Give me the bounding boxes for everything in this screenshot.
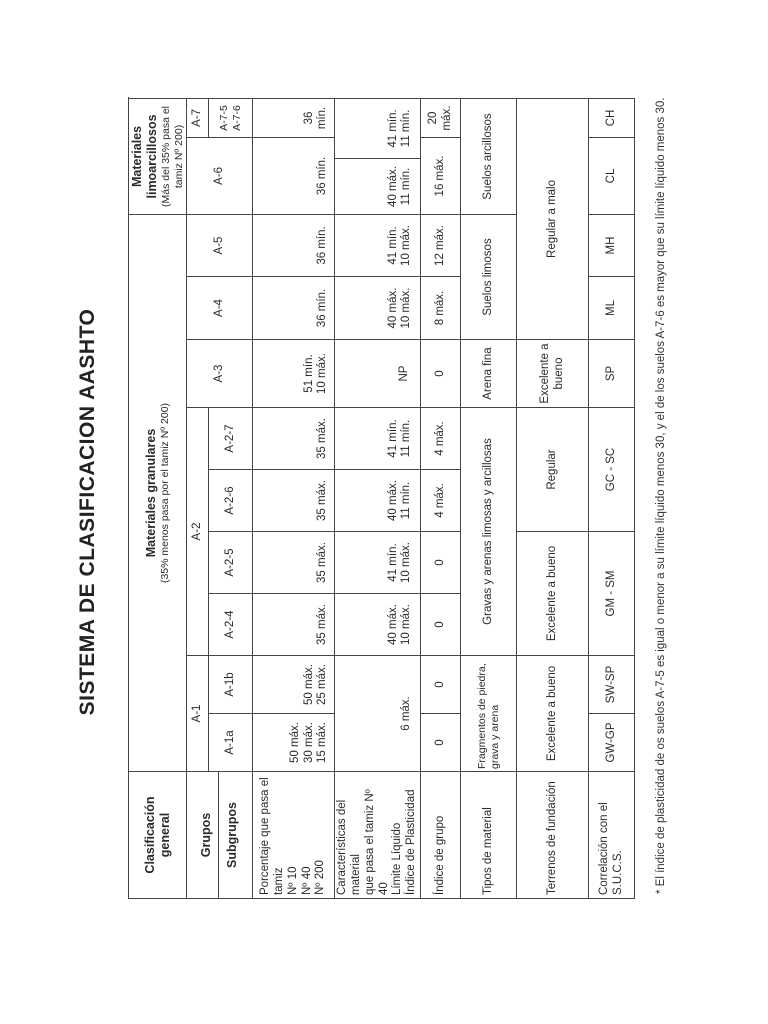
material-a1: Fragmentos de piedra, grava y arena [461,656,517,772]
gradation-a1a-n40: 30 máx. [302,722,315,763]
gradation-a26: 35 máx. [253,470,335,532]
foundation-a2-first: Excelente a bueno [517,532,589,656]
row-label-plasticity [335,772,421,899]
group-a7: A-7 [187,98,209,137]
group-a2: A-2 [187,408,209,656]
group-a5: A-5 [187,214,253,276]
row-label-gradation [253,772,335,899]
foundation-a3: Excelente a bueno [517,340,589,408]
gradation-label-1: Nº 10 [286,866,299,895]
foundation-a2-second: Regular [517,408,589,532]
gi-a1b: 0 [421,656,461,714]
plasticity-a7 [335,98,421,158]
plasticity-a25 [335,532,421,594]
sucs-a3: SP [589,340,635,408]
gradation-a1a [253,714,335,772]
subgroup-a1a: A-1a [209,714,253,772]
header-silt-clay [129,98,187,214]
gradation-a27: 35 máx. [253,408,335,470]
subgroup-a76: A-7-6 [230,105,243,131]
document-title: SISTEMA DE CLASIFICACION AASHTO [76,308,99,716]
sucs-a4: ML [589,277,635,340]
gradation-a3-n40: 51 mín. [302,354,315,393]
plasticity-a6 [335,158,421,214]
sucs-a5: MH [589,214,635,276]
subgroup-a26: A-2-6 [209,470,253,532]
group-a1: A-1 [187,656,209,772]
plasticity-a3: NP [335,340,421,408]
plasticity-a25-ll: 41 mín. [386,543,399,582]
plasticity-a26 [335,470,421,532]
sucs-a6: CL [589,137,635,214]
gi-a25: 0 [421,532,461,594]
plasticity-a7-ip: 11 mín. [400,109,413,148]
gi-a7: 20 máx. [421,98,461,137]
plasticity-label-0: Características del material [336,799,363,895]
plasticity-a4-ip: 10 máx. [400,287,413,329]
gi-a6: 16 máx. [421,137,461,214]
group-a3: A-3 [187,340,253,408]
plasticity-label-3: Índice de Plasticidad [405,789,418,895]
gradation-a24: 35 máx. [253,594,335,656]
gi-a1a: 0 [421,714,461,772]
aashto-classification-table [128,98,635,899]
gradation-label-2: Nº 40 [300,866,313,895]
gradation-a3 [253,340,335,408]
gradation-a5: 36 mín. [253,214,335,276]
silt-clay-title: Materiales limoarcillosos [130,114,159,199]
plasticity-a24-ip: 10 máx. [400,604,413,645]
gi-a24: 0 [421,594,461,656]
silt-clay-subtitle: (Más del 35% pasa el tamiz Nº 200) [160,105,185,207]
gradation-a25: 35 máx. [253,532,335,594]
footnote: * El índice de plasticidad de os suelos A-7-5 es igual o menor a su límite líquido menos 30, y el de los suelos A-7-6 es mayor que su límite líquido menos 30. [655,97,667,894]
gradation-a6: 36 mín. [253,137,335,214]
group-a6: A-6 [187,137,253,214]
subgroup-a7 [209,98,253,137]
material-silt: Suelos limosos [461,214,517,339]
subgroup-a1b: A-1b [209,656,253,714]
plasticity-a27 [335,408,421,470]
header-granular [129,214,187,771]
sucs-a7: CH [589,98,635,137]
gradation-a1b-n40: 50 máx. [302,664,315,705]
plasticity-a24-ll: 40 máx. [386,604,399,645]
sucs-a26-a27: GC - SC [589,408,635,532]
gi-a27: 4 máx. [421,408,461,470]
subgroup-a27: A-2-7 [209,408,253,470]
sucs-a1b: SW-SP [589,656,635,714]
plasticity-a5 [335,214,421,276]
gradation-a1a-n10: 50 máx. [288,722,301,763]
material-a3: Arena fina [461,340,517,408]
material-a2: Gravas y arenas limosas y arcillosas [461,408,517,656]
subgroup-a24: A-2-4 [209,594,253,656]
gi-a26: 4 máx. [421,470,461,532]
granular-subtitle: (35% menos pasa por el tamiz Nº 200) [158,402,171,584]
foundation-silt-clay: Regular a malo [517,98,589,339]
plasticity-a7-ll: 41 mín. [386,109,399,148]
gradation-a1a-n200: 15 máx. [316,722,329,763]
plasticity-a5-ip: 10 máx. [400,225,413,266]
subgroup-a25: A-2-5 [209,532,253,594]
header-general: Clasificación general [129,772,187,899]
subgroup-a75: A-7-5 [218,105,231,131]
row-label-group-index: Índice de grupo [421,772,461,899]
plasticity-a27-ip: 11 mín. [400,419,413,458]
granular-title: Materiales granulares [143,428,158,558]
gradation-label-0: Porcentaje que pasa el tamiz [259,777,285,895]
gradation-a7: 36 mín. [253,98,335,137]
plasticity-a5-ll: 41 mín. [386,226,399,265]
plasticity-a1: 6 máx. [335,656,421,772]
plasticity-a4 [335,277,421,340]
foundation-a1: Excelente a bueno [517,656,589,772]
plasticity-a6-ip: 11 mín. [400,167,413,206]
plasticity-a27-ll: 41 mín. [386,419,399,458]
gi-a4: 8 máx. [421,277,461,340]
plasticity-a26-ll: 40 máx. [386,480,399,521]
plasticity-a26-ip: 11 mín. [400,481,413,520]
group-a4: A-4 [187,277,253,340]
plasticity-a6-ll: 40 máx. [386,166,399,207]
sucs-a1a: GW-GP [589,714,635,772]
header-groups-label [187,772,253,899]
plasticity-a25-ip: 10 máx. [400,542,413,583]
row-label-sucs: Correlación con el S.U.C.S. [589,772,635,899]
material-clay: Suelos arcillosos [461,98,517,214]
gradation-a3-n200: 10 máx. [316,353,329,394]
gi-a5: 12 máx. [421,214,461,276]
gradation-label-3: Nº 200 [314,860,327,895]
row-label-material: Tipos de material [461,772,517,899]
gi-a3: 0 [421,340,461,408]
groups-label: Grupos [199,772,219,898]
row-label-foundation: Terrenos de fundación [517,772,589,899]
plasticity-a4-ll: 40 máx. [386,287,399,329]
gradation-a1b [253,656,335,714]
gradation-a1b-n200: 25 máx. [316,664,329,705]
subgroups-label: Subgrupos [225,802,240,868]
plasticity-label-1: que pasa el tamiz Nº 40 [363,789,390,895]
sucs-a24-a25: GM - SM [589,532,635,656]
plasticity-a24 [335,594,421,656]
plasticity-label-2: Límite Líquido [391,822,404,895]
gradation-a4: 36 mín. [253,277,335,340]
